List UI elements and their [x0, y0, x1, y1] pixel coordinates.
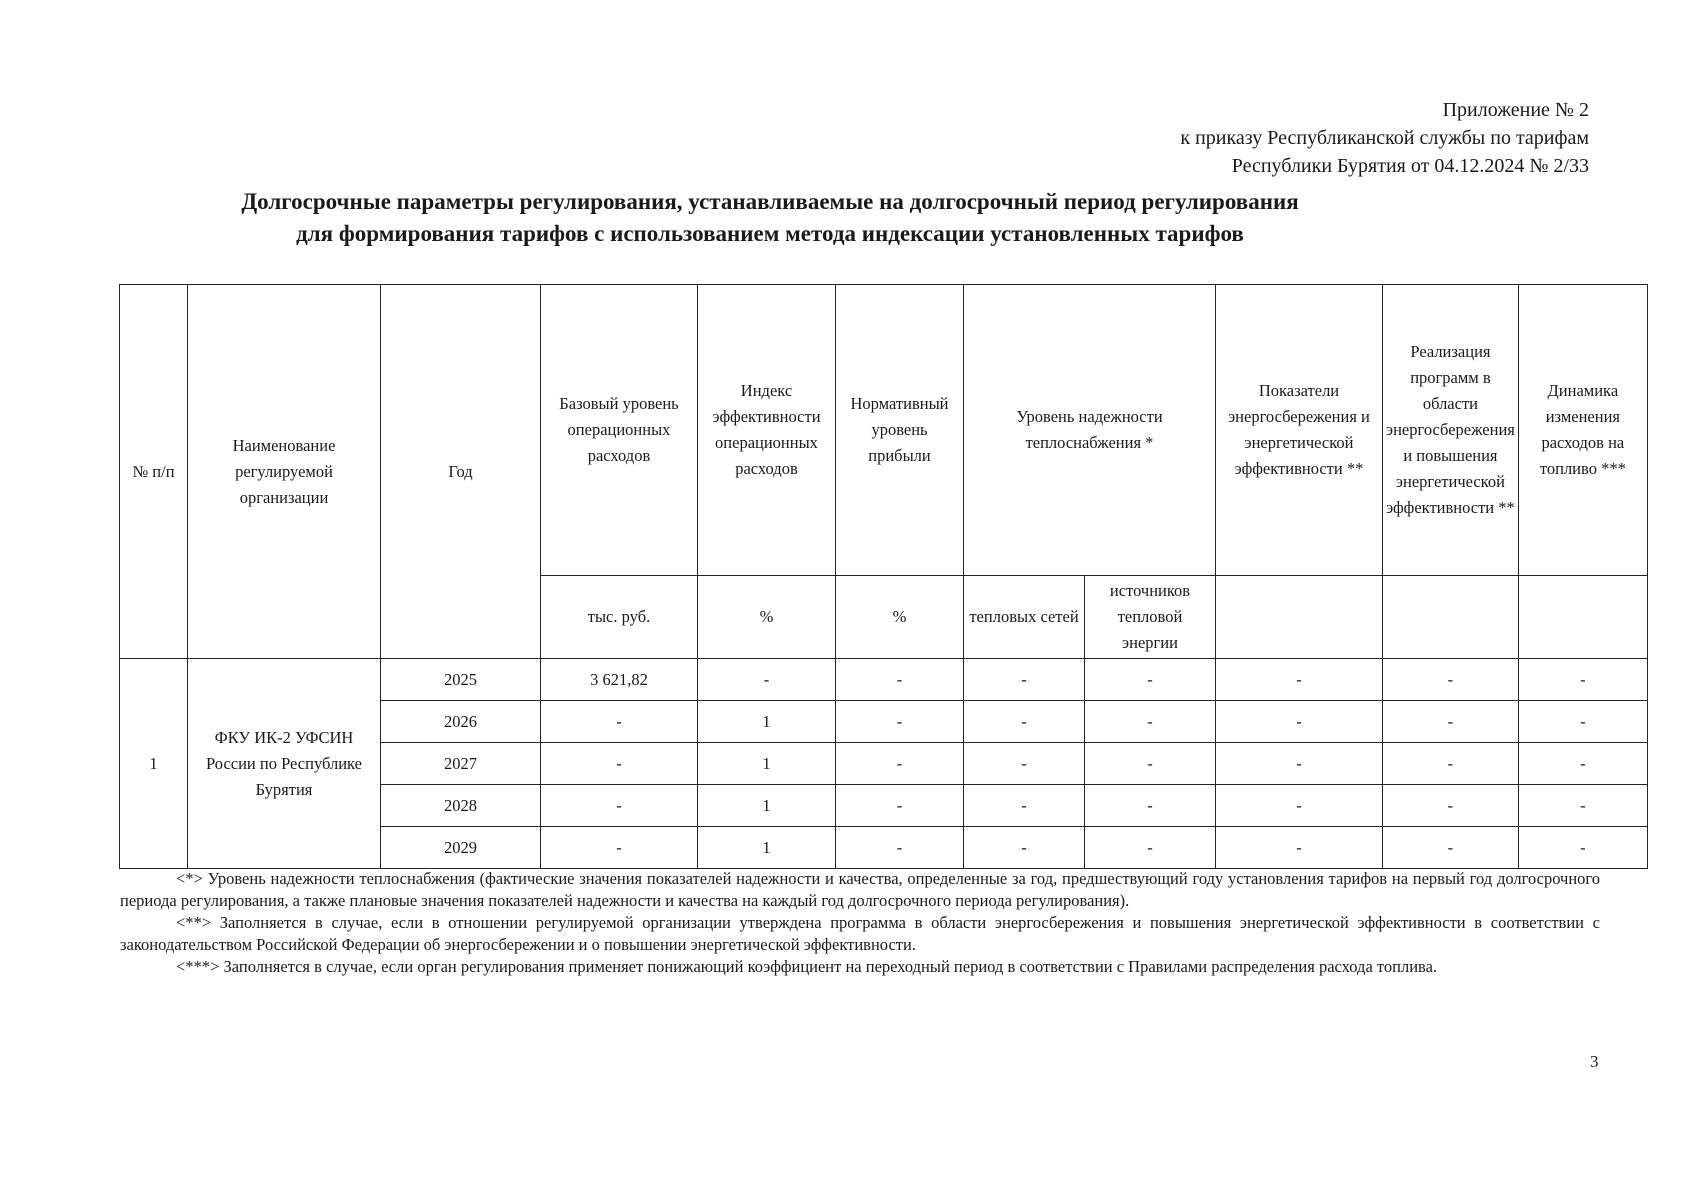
header-profit-level: Нормативный уровень прибыли — [836, 285, 964, 576]
footnote-energy-saving: <**> Заполняется в случае, если в отношении регулируемой организации утверждена программа в области энергосбережения и повышения энергетической эффективности в соответствии с законодательством Российской Федерации об энергосбережении и о повышении энергетической эффективности. — [120, 913, 1600, 954]
cell-base-opex: - — [541, 701, 698, 743]
unit-program-empty — [1383, 576, 1519, 659]
unit-heat-sources: источников тепловой энергии — [1085, 576, 1216, 659]
unit-energy-saving-empty — [1216, 576, 1383, 659]
title-line-1: Долгосрочные параметры регулирования, устанавливаемые на долгосрочный период регулирования — [241, 189, 1299, 214]
cell-profit-level: - — [836, 785, 964, 827]
title-line-2: для формирования тарифов с использованием метода индексации установленных тарифов — [296, 221, 1244, 246]
header-reliability: Уровень надежности теплоснабжения * — [964, 285, 1216, 576]
cell-base-opex: - — [541, 827, 698, 869]
cell-program-impl: - — [1383, 827, 1519, 869]
cell-program-impl: - — [1383, 659, 1519, 701]
cell-program-impl: - — [1383, 743, 1519, 785]
cell-year: 2025 — [381, 659, 541, 701]
cell-program-impl: - — [1383, 701, 1519, 743]
appendix-line-2: к приказу Республиканской службы по тарифам — [1180, 127, 1589, 149]
unit-heat-networks: тепловых сетей — [964, 576, 1085, 659]
cell-fuel-dynamics: - — [1518, 785, 1647, 827]
header-efficiency-index: Индекс эффективности операционных расходов — [698, 285, 836, 576]
cell-heat-sources: - — [1085, 701, 1216, 743]
header-fuel-dynamics: Динамика изменения расходов на топливо *** — [1518, 285, 1647, 576]
cell-fuel-dynamics: - — [1518, 659, 1647, 701]
cell-heat-networks: - — [964, 827, 1085, 869]
header-year: Год — [381, 285, 541, 659]
cell-profit-level: - — [836, 827, 964, 869]
appendix-reference — [1180, 96, 1589, 180]
cell-profit-level: - — [836, 659, 964, 701]
cell-year: 2029 — [381, 827, 541, 869]
organization-name: ФКУ ИК-2 УФСИН России по Республике Бурятия — [188, 659, 381, 869]
cell-year: 2027 — [381, 743, 541, 785]
cell-profit-level: - — [836, 701, 964, 743]
cell-heat-sources: - — [1085, 785, 1216, 827]
row-number: 1 — [120, 659, 188, 869]
cell-heat-sources: - — [1085, 743, 1216, 785]
cell-base-opex: - — [541, 743, 698, 785]
cell-heat-networks: - — [964, 701, 1085, 743]
footnote-fuel: <***> Заполняется в случае, если орган регулирования применяет понижающий коэффициент на переходный период в соответствии с Правилами распределения расхода топлива. — [176, 957, 1438, 976]
header-organization: Наименование регулируемой организации — [188, 285, 381, 659]
header-row — [120, 285, 1648, 576]
cell-efficiency-index: - — [698, 659, 836, 701]
footnote-reliability: <*> Уровень надежности теплоснабжения (фактические значения показателей надежности и качества, определенные за год, предшествующий году установления тарифов на первый год долгосрочного периода регулирования, а также плановые значения показателей надежности и качества на каждый год долгосрочного периода регулирования). — [120, 869, 1600, 910]
unit-fuel-empty — [1518, 576, 1647, 659]
header-energy-saving: Показатели энергосбережения и энергетической эффективности ** — [1216, 285, 1383, 576]
appendix-line-3: Республики Бурятия от 04.12.2024 № 2/33 — [1231, 155, 1589, 177]
cell-program-impl: - — [1383, 785, 1519, 827]
unit-profit-level: % — [836, 576, 964, 659]
cell-heat-networks: - — [964, 785, 1085, 827]
cell-heat-networks: - — [964, 743, 1085, 785]
document-title — [0, 186, 1540, 250]
header-num: № п/п — [120, 285, 188, 659]
table-row — [120, 659, 1648, 701]
cell-efficiency-index: 1 — [698, 827, 836, 869]
cell-energy-saving: - — [1216, 659, 1383, 701]
cell-base-opex: - — [541, 785, 698, 827]
cell-energy-saving: - — [1216, 785, 1383, 827]
cell-fuel-dynamics: - — [1518, 701, 1647, 743]
page-number: 3 — [1590, 1052, 1599, 1071]
cell-efficiency-index: 1 — [698, 785, 836, 827]
cell-heat-sources: - — [1085, 827, 1216, 869]
cell-efficiency-index: 1 — [698, 743, 836, 785]
cell-year: 2028 — [381, 785, 541, 827]
cell-energy-saving: - — [1216, 743, 1383, 785]
footnotes — [120, 868, 1600, 978]
cell-heat-sources: - — [1085, 659, 1216, 701]
header-base-opex: Базовый уровень операционных расходов — [541, 285, 698, 576]
cell-base-opex: 3 621,82 — [541, 659, 698, 701]
cell-efficiency-index: 1 — [698, 701, 836, 743]
cell-year: 2026 — [381, 701, 541, 743]
cell-profit-level: - — [836, 743, 964, 785]
cell-fuel-dynamics: - — [1518, 743, 1647, 785]
header-program-implementation: Реализация программ в области энергосбережения и повышения энергетической эффективности ** — [1383, 285, 1519, 576]
regulation-parameters-table — [119, 284, 1648, 869]
unit-efficiency-index: % — [698, 576, 836, 659]
cell-energy-saving: - — [1216, 701, 1383, 743]
cell-heat-networks: - — [964, 659, 1085, 701]
appendix-line-1: Приложение № 2 — [1442, 99, 1589, 121]
cell-fuel-dynamics: - — [1518, 827, 1647, 869]
unit-base-opex: тыс. руб. — [541, 576, 698, 659]
cell-energy-saving: - — [1216, 827, 1383, 869]
